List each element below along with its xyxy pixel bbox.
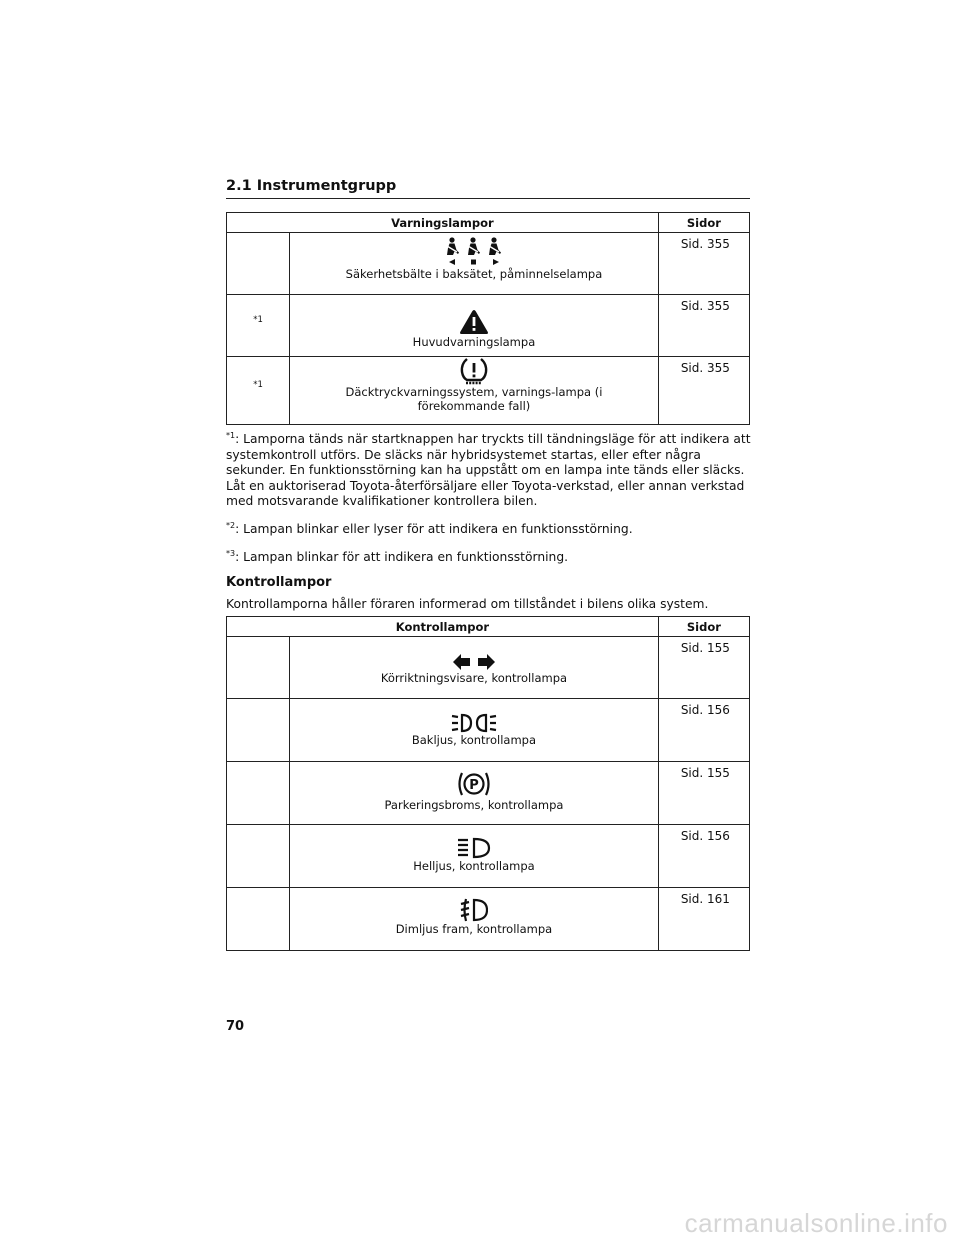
row-description-cell <box>290 357 659 425</box>
table-row <box>227 825 750 888</box>
row-page-ref: Sid. 355 <box>658 357 749 425</box>
parking-brake-icon <box>456 770 492 798</box>
row-page-ref: Sid. 355 <box>658 295 749 357</box>
tire-pressure-warning-icon <box>459 357 489 385</box>
row-description-cell <box>290 888 659 951</box>
table-row <box>227 357 750 425</box>
row-page-ref: Sid. 155 <box>658 637 749 699</box>
table-header-row <box>227 213 750 233</box>
warning-lights-table <box>226 212 750 425</box>
row-description: Däcktryckvarningssystem, varnings-lampa (i förekommande fall) <box>345 385 603 413</box>
column-header-lamps: Kontrollampor <box>227 617 659 637</box>
column-header-lamps: Varningslampor <box>227 213 659 233</box>
watermark: carmanualsonline.info <box>684 1208 948 1238</box>
turn-signal-arrows-icon <box>452 653 496 671</box>
row-mark <box>227 699 290 762</box>
svg-text:P: P <box>469 778 479 793</box>
footnote-2: $^{*2}$: Lampan blinkar eller lyser för att indikera en funktionsstörning. <box>226 521 633 537</box>
row-description-cell <box>290 233 659 295</box>
column-header-pages: Sidor <box>658 213 749 233</box>
tail-light-icon <box>451 713 497 733</box>
footnotes <box>226 428 756 565</box>
row-description: Bakljus, kontrollampa <box>411 733 537 747</box>
table-row <box>227 233 750 295</box>
indicator-intro: Kontrollamporna håller föraren informerad om tillståndet i bilens olika system. <box>226 597 709 611</box>
row-mark <box>227 637 290 699</box>
table-row <box>227 762 750 825</box>
row-description-cell <box>290 295 659 357</box>
row-page-ref: Sid. 155 <box>658 762 749 825</box>
table-row <box>227 699 750 762</box>
row-description-cell <box>290 637 659 699</box>
high-beam-icon <box>457 837 491 859</box>
footnote-1: $^{*1}$: Lamporna tänds när startknappen har tryckts till tändningsläge för att indikera att systemkontroll utförs. De släcks när hybridsystemet startas, eller efter några sekunder. En funktionsstörning kan ha uppstått om en lampa inte tänds eller släcks. Låt en auktoriserad Toyota-återförsäljare eller Toyota-verkstad, eller annan verkstad med motsvarande kvalifikationer kontrollera bilen. <box>226 431 751 509</box>
column-header-pages: Sidor <box>658 617 749 637</box>
row-mark: *1 <box>227 357 290 425</box>
indicator-heading: Kontrollampor <box>226 575 332 590</box>
row-mark: *1 <box>227 295 290 357</box>
row-mark <box>227 825 290 888</box>
row-description: Huvudvarningslampa <box>412 335 536 349</box>
table-row <box>227 637 750 699</box>
master-warning-triangle-icon <box>459 309 489 335</box>
row-page-ref: Sid. 156 <box>658 825 749 888</box>
row-mark <box>227 233 290 295</box>
table-row <box>227 888 750 951</box>
table-header-row <box>227 617 750 637</box>
row-description: Säkerhetsbälte i baksätet, påminnelselampa <box>345 267 603 281</box>
front-fog-light-icon <box>460 898 488 922</box>
row-description: Helljus, kontrollampa <box>413 859 535 873</box>
row-description: Körriktningsvisare, kontrollampa <box>380 671 568 685</box>
page-number: 70 <box>226 1019 245 1034</box>
table-row <box>227 295 750 357</box>
section-title: 2.1 Instrumentgrupp <box>226 178 750 199</box>
row-description: Dimljus fram, kontrollampa <box>395 922 553 936</box>
row-description-cell <box>290 699 659 762</box>
row-description-cell <box>290 762 659 825</box>
row-page-ref: Sid. 161 <box>658 888 749 951</box>
row-description: Parkeringsbroms, kontrollampa <box>384 798 564 812</box>
footnote-3: $^{*3}$: Lampan blinkar för att indikera en funktionsstörning. <box>226 548 569 564</box>
row-mark <box>227 888 290 951</box>
row-page-ref: Sid. 156 <box>658 699 749 762</box>
row-mark <box>227 762 290 825</box>
row-page-ref: Sid. 355 <box>658 233 749 295</box>
row-description-cell <box>290 825 659 888</box>
indicator-lights-table <box>226 616 750 951</box>
seatbelt-rear-reminder-icon <box>442 237 506 267</box>
